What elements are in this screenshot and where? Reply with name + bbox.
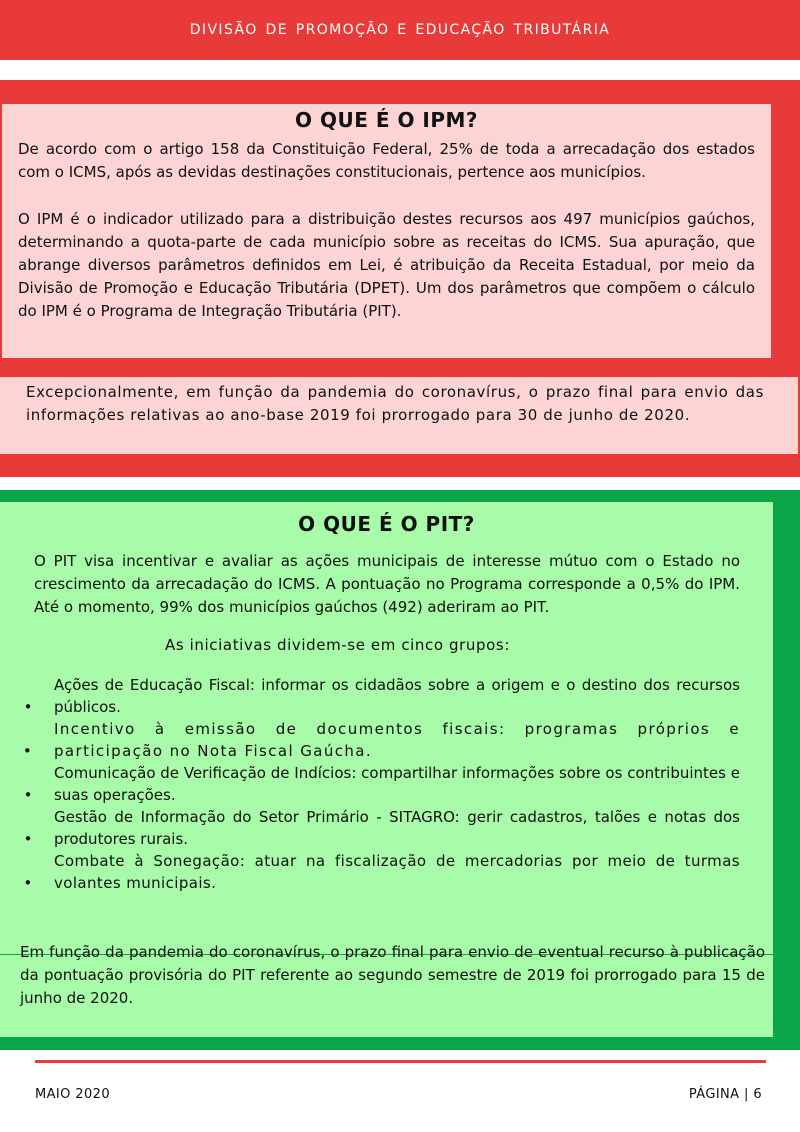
list-item	[18, 718, 740, 762]
ipm-content-box	[2, 104, 771, 358]
pit-note-text: Em função da pandemia do coronavírus, o prazo final para envio de eventual recurso à publicação da pontuação provisória do PIT referente ao segundo semestre de 2019 foi prorrogado para 15 de junho de 2020.	[20, 943, 765, 1007]
pit-groups-intro: As iniciativas dividem-se em cinco grupos:	[165, 636, 510, 654]
pit-group-3: Comunicação de Verificação de Indícios: compartilhar informações sobre os contribuintes e suas operações.	[54, 764, 740, 804]
bullet-icon: •	[23, 786, 33, 804]
list-item	[18, 850, 740, 894]
list-item	[18, 674, 740, 718]
pit-groups-list	[18, 674, 740, 894]
list-item	[18, 762, 740, 806]
list-item	[18, 806, 740, 850]
ipm-note-box	[0, 377, 798, 454]
header-title: DIVISÃO DE PROMOÇÃO E EDUCAÇÃO TRIBUTÁRIA	[189, 22, 611, 38]
footer-date: MAIO 2020	[35, 1087, 110, 1102]
pit-group-1: Ações de Educação Fiscal: informar os cidadãos sobre a origem e o destino dos recursos públicos.	[54, 676, 740, 716]
ipm-title: O QUE É O IPM?	[294, 108, 479, 132]
pit-group-4: Gestão de Informação do Setor Primário - SITAGRO: gerir cadastros, talões e notas dos produtores rurais.	[54, 808, 740, 848]
pit-title: O QUE É O PIT?	[298, 512, 475, 536]
bullet-icon: •	[23, 874, 33, 892]
footer-page-number: PÁGINA | 6	[688, 1087, 762, 1102]
pit-group-2: Incentivo à emissão de documentos fiscais: programas próprios e participação no Nota Fiscal Gaúcha.	[54, 720, 740, 760]
pit-paragraph: O PIT visa incentivar e avaliar as ações municipais de interesse mútuo com o Estado no crescimento da arrecadação do ICMS. A pontuação no Programa corresponde a 0,5% do IPM. Até o momento, 99% dos municípios gaúchos (492) aderiram ao PIT.	[34, 552, 740, 616]
ipm-paragraph-1: De acordo com o artigo 158 da Constituição Federal, 25% de toda a arrecadação dos estados com o ICMS, após as devidas destinações constitucionais, pertence aos municípios.	[18, 140, 755, 181]
ipm-paragraph-2: O IPM é o indicador utilizado para a distribuição destes recursos aos 497 municípios gaúchos, determinando a quota-parte de cada município sobre as receitas do ICMS. Sua apuração, que abrange diversos parâmetros definidos em Lei, é atribuição da Receita Estadual, por meio da Divisão de Promoção e Educação Tributária (DPET). Um dos parâmetros que compõem o cálculo do IPM é o Programa de Integração Tributária (PIT).	[18, 210, 755, 320]
footer-divider	[35, 1060, 766, 1063]
bullet-icon: •	[22, 742, 34, 760]
ipm-note-text: Excepcionalmente, em função da pandemia do coronavírus, o prazo final para envio das informações relativas ao ano-base 2019 foi prorrogado para 30 de junho de 2020.	[26, 383, 764, 424]
page-header	[0, 0, 800, 60]
pit-group-5: Combate à Sonegação: atuar na fiscalização de mercadorias por meio de turmas volantes municipais.	[54, 852, 740, 892]
bullet-icon: •	[23, 830, 33, 848]
bullet-icon: •	[23, 698, 33, 716]
